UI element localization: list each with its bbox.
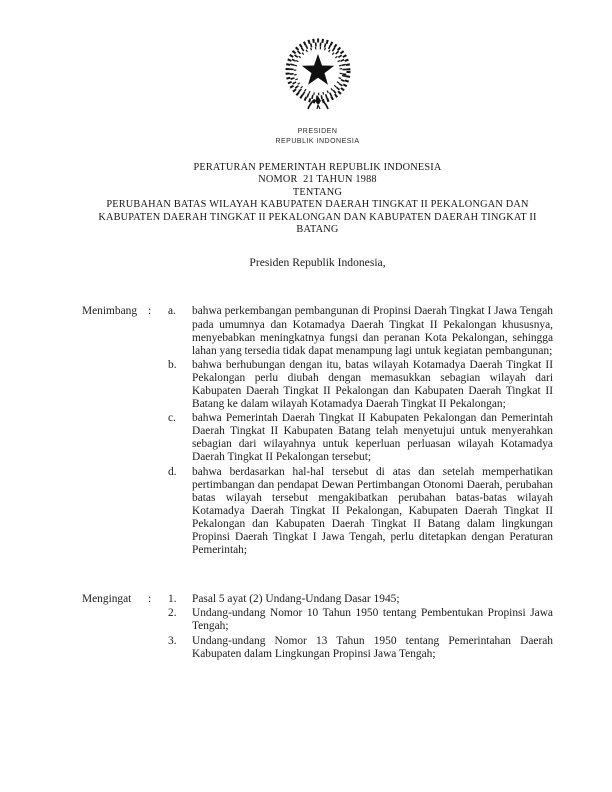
legal-basis-item-2 — [168, 607, 553, 633]
document-title — [82, 162, 553, 236]
letterhead-emblem — [82, 0, 553, 115]
item-text: bahwa berdasarkan hal-hal tersebut di atas dan setelah memperhatikan pertimbangan dan pendapat Dewan Pertimbangan Otonomi Daerah, perubahan batas wilayah tersebut mengakibatkan perubahan batas-batas wilayah Kotamadya Daerah Tingkat II Pekalongan, Kabupaten Daerah Tingkat II Pekalongan dan Kabupaten Daerah Tingkat II Batang dalam lingkungan Propinsi Daerah Tingkat I Jawa Tengah, perlu ditetapkan dengan Peraturan Pemerintah; — [192, 465, 553, 557]
item-text: bahwa Pemerintah Daerah Tingkat II Kabupaten Pekalongan dan Pemerintah Daerah Tingkat II Kabupaten Batang telah menyetujui untuk menyerahkan sebagian dari wilayahnya untuk keperluan perluasan wilayah Kotamadya Daerah Tingkat II Pekalongan tersebut; — [192, 412, 553, 464]
legal-basis-item-1 — [168, 593, 553, 606]
consideration-item-b — [168, 359, 553, 411]
item-marker: d. — [168, 465, 177, 478]
star-wreath-icon — [278, 38, 358, 110]
title-tentang-line: TENTANG — [292, 186, 343, 198]
consideration-item-d — [168, 466, 553, 558]
section-colon: : — [148, 305, 152, 318]
letterhead-republik-indonesia: REPUBLIK INDONESIA — [275, 138, 360, 145]
item-marker: c. — [168, 412, 176, 425]
consideration-item-a — [168, 305, 553, 357]
item-text: bahwa perkembangan pembangunan di Propinsi Daerah Tingkat I Jawa Tengah pada umumnya dan Kotamadya Daerah Tingkat II Pekalongan khususnya, menyebabkan meningkatnya fungsi dan peranan Kota Pekalongan, sehingga lahan yang tersedia tidak dapat menampung lagi untuk kegiatan pembangunan; — [192, 305, 553, 357]
mengingat-items — [168, 593, 553, 660]
item-marker: b. — [168, 358, 177, 371]
item-text: Undang-undang Nomor 10 Tahun 1950 tentang Pembentukan Propinsi Jawa Tengah; — [192, 607, 553, 633]
page-content — [82, 0, 553, 661]
item-text: bahwa berhubungan dengan itu, batas wilayah Kotamadya Daerah Tingkat II Pekalongan perlu diubah dengan memasukkan sebagian wilayah dari Kabupaten Daerah Tingkat II Pekalongan dan Kabupaten Daerah Tingkat II Batang ke dalam wilayah Kotamadya Daerah Tingkat II Pekalongan; — [192, 358, 553, 411]
section-mengingat — [82, 593, 553, 660]
letterhead-presiden: PRESIDEN — [297, 128, 338, 135]
item-text: Undang-undang Nomor 13 Tahun 1950 tentang Pemerintahan Daerah Kabupaten dalam Lingkungan Propinsi Jawa Tengah; — [192, 634, 553, 660]
opening-line: Presiden Republik Indonesia, — [249, 256, 386, 270]
section-colon: : — [148, 593, 152, 606]
section-label-mengingat: Mengingat — [82, 593, 132, 606]
section-label-menimbang: Menimbang — [82, 305, 138, 318]
item-marker: a. — [168, 305, 176, 318]
title-subject: PERUBAHAN BATAS WILAYAH KABUPATEN DAERAH TINGKAT II PEKALONGAN DAN KABUPATEN DAERAH TINGKAT II PEKALONGAN DAN KABUPATEN DAERAH TINGKAT II BATANG — [98, 199, 537, 236]
consideration-item-c — [168, 412, 553, 464]
item-marker: 3. — [168, 634, 177, 647]
menimbang-items — [168, 305, 553, 557]
item-marker: 1. — [168, 593, 177, 606]
item-marker: 2. — [168, 607, 177, 620]
title-peraturan-line: PERATURAN PEMERINTAH REPUBLIK INDONESIA — [193, 162, 442, 173]
legal-basis-item-3 — [168, 635, 553, 661]
title-nomor-line: NOMOR 21 TAHUN 1988 — [258, 174, 377, 186]
letterhead — [82, 127, 553, 147]
item-text: Pasal 5 ayat (2) Undang-Undang Dasar 1945; — [192, 593, 400, 606]
section-menimbang — [82, 305, 553, 557]
